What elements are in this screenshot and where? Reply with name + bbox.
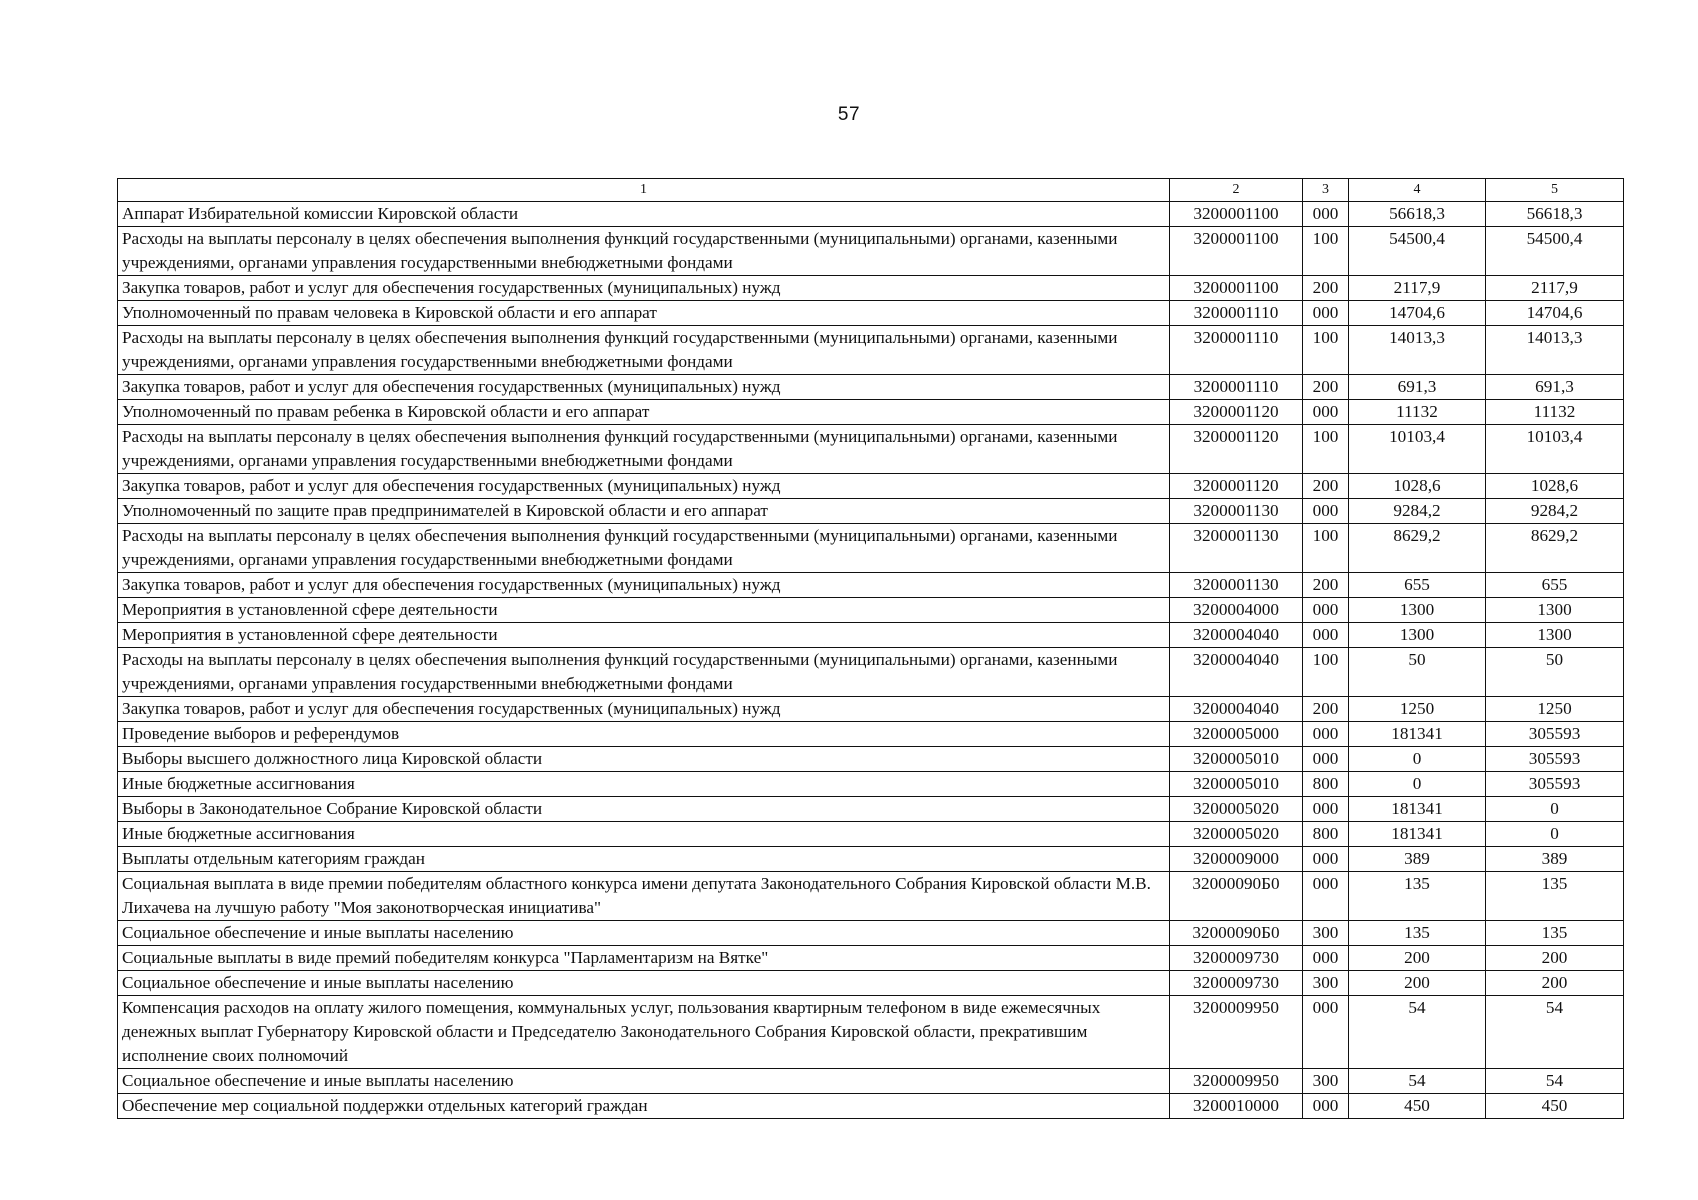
row-value-col4: 1028,6	[1349, 474, 1486, 499]
row-value-col4: 11132	[1349, 400, 1486, 425]
row-type-cell: 000	[1303, 722, 1349, 747]
row-type-cell: 300	[1303, 971, 1349, 996]
row-value-col4: 450	[1349, 1094, 1486, 1119]
row-value-col4: 14704,6	[1349, 301, 1486, 326]
row-name-cell: Мероприятия в установленной сфере деятельности	[118, 598, 1170, 623]
row-value-col4: 181341	[1349, 797, 1486, 822]
header-col-3: 3	[1303, 179, 1349, 202]
table-row	[118, 797, 1624, 822]
row-code-cell: 3200005010	[1170, 772, 1303, 797]
row-value-col4: 54	[1349, 996, 1486, 1069]
row-code-cell: 3200001100	[1170, 227, 1303, 276]
row-value-col5: 14704,6	[1486, 301, 1624, 326]
row-code-cell: 3200004040	[1170, 697, 1303, 722]
table-row	[118, 872, 1624, 921]
table-row	[118, 301, 1624, 326]
row-type-cell: 200	[1303, 474, 1349, 499]
table-row	[118, 847, 1624, 872]
table-row	[118, 1094, 1624, 1119]
row-code-cell: 32000090Б0	[1170, 872, 1303, 921]
row-code-cell: 3200010000	[1170, 1094, 1303, 1119]
row-type-cell: 000	[1303, 623, 1349, 648]
header-col-4: 4	[1349, 179, 1486, 202]
row-type-cell: 100	[1303, 524, 1349, 573]
row-code-cell: 3200009000	[1170, 847, 1303, 872]
table-row	[118, 425, 1624, 474]
row-type-cell: 000	[1303, 1094, 1349, 1119]
row-value-col5: 655	[1486, 573, 1624, 598]
row-type-cell: 200	[1303, 276, 1349, 301]
row-type-cell: 200	[1303, 697, 1349, 722]
row-code-cell: 3200001120	[1170, 474, 1303, 499]
row-type-cell: 000	[1303, 996, 1349, 1069]
table-row	[118, 400, 1624, 425]
row-value-col5: 54	[1486, 996, 1624, 1069]
header-col-1: 1	[118, 179, 1170, 202]
row-name-cell: Мероприятия в установленной сфере деятельности	[118, 623, 1170, 648]
table-row	[118, 747, 1624, 772]
row-code-cell: 3200005010	[1170, 747, 1303, 772]
row-code-cell: 3200001110	[1170, 301, 1303, 326]
row-name-cell: Аппарат Избирательной комиссии Кировской области	[118, 202, 1170, 227]
row-name-cell: Расходы на выплаты персоналу в целях обеспечения выполнения функций государственными (муниципальными) органами, казенными учреждениями, органами управления государственными внебюджетными фондами	[118, 227, 1170, 276]
table-row	[118, 499, 1624, 524]
row-type-cell: 000	[1303, 301, 1349, 326]
table-row	[118, 822, 1624, 847]
row-type-cell: 000	[1303, 847, 1349, 872]
table-row	[118, 971, 1624, 996]
row-name-cell: Уполномоченный по правам человека в Кировской области и его аппарат	[118, 301, 1170, 326]
row-value-col4: 1300	[1349, 623, 1486, 648]
table-row	[118, 326, 1624, 375]
row-code-cell: 3200001120	[1170, 400, 1303, 425]
row-value-col5: 305593	[1486, 772, 1624, 797]
row-value-col5: 54500,4	[1486, 227, 1624, 276]
row-type-cell: 000	[1303, 400, 1349, 425]
row-code-cell: 3200001130	[1170, 499, 1303, 524]
row-code-cell: 32000090Б0	[1170, 921, 1303, 946]
row-value-col5: 305593	[1486, 747, 1624, 772]
row-value-col4: 200	[1349, 971, 1486, 996]
row-value-col4: 56618,3	[1349, 202, 1486, 227]
row-value-col4: 1300	[1349, 598, 1486, 623]
row-type-cell: 000	[1303, 946, 1349, 971]
row-value-col4: 2117,9	[1349, 276, 1486, 301]
row-name-cell: Расходы на выплаты персоналу в целях обеспечения выполнения функций государственными (муниципальными) органами, казенными учреждениями, органами управления государственными внебюджетными фондами	[118, 425, 1170, 474]
row-value-col4: 389	[1349, 847, 1486, 872]
row-code-cell: 3200004000	[1170, 598, 1303, 623]
row-type-cell: 100	[1303, 425, 1349, 474]
row-value-col4: 135	[1349, 921, 1486, 946]
row-value-col5: 10103,4	[1486, 425, 1624, 474]
row-type-cell: 200	[1303, 375, 1349, 400]
table-row	[118, 697, 1624, 722]
row-name-cell: Выплаты отдельным категориям граждан	[118, 847, 1170, 872]
row-value-col5: 11132	[1486, 400, 1624, 425]
row-code-cell: 3200004040	[1170, 648, 1303, 697]
row-value-col5: 200	[1486, 971, 1624, 996]
row-value-col4: 135	[1349, 872, 1486, 921]
row-name-cell: Закупка товаров, работ и услуг для обеспечения государственных (муниципальных) нужд	[118, 573, 1170, 598]
row-code-cell: 3200004040	[1170, 623, 1303, 648]
table-row	[118, 772, 1624, 797]
row-name-cell: Обеспечение мер социальной поддержки отдельных категорий граждан	[118, 1094, 1170, 1119]
row-type-cell: 100	[1303, 227, 1349, 276]
row-value-col4: 200	[1349, 946, 1486, 971]
row-value-col5: 1250	[1486, 697, 1624, 722]
row-value-col5: 1300	[1486, 598, 1624, 623]
row-value-col5: 54	[1486, 1069, 1624, 1094]
row-value-col5: 691,3	[1486, 375, 1624, 400]
table-header-row	[118, 179, 1624, 202]
table-row	[118, 524, 1624, 573]
row-value-col5: 135	[1486, 872, 1624, 921]
row-name-cell: Социальная выплата в виде премии победителям областного конкурса имени депутата Законодательного Собрания Кировской области М.В. Лихачева на лучшую работу "Моя законотворческая инициатива"	[118, 872, 1170, 921]
table-row	[118, 996, 1624, 1069]
row-type-cell: 000	[1303, 598, 1349, 623]
row-code-cell: 3200001130	[1170, 524, 1303, 573]
row-value-col4: 655	[1349, 573, 1486, 598]
table-body	[118, 202, 1624, 1119]
table-row	[118, 375, 1624, 400]
row-value-col5: 8629,2	[1486, 524, 1624, 573]
row-name-cell: Закупка товаров, работ и услуг для обеспечения государственных (муниципальных) нужд	[118, 375, 1170, 400]
table-row	[118, 276, 1624, 301]
row-code-cell: 3200009950	[1170, 996, 1303, 1069]
table-row	[118, 573, 1624, 598]
table-row	[118, 946, 1624, 971]
table-row	[118, 921, 1624, 946]
row-value-col4: 9284,2	[1349, 499, 1486, 524]
row-value-col5: 0	[1486, 822, 1624, 847]
row-name-cell: Выборы высшего должностного лица Кировской области	[118, 747, 1170, 772]
row-value-col5: 0	[1486, 797, 1624, 822]
table-row	[118, 722, 1624, 747]
row-value-col5: 1028,6	[1486, 474, 1624, 499]
table-row	[118, 623, 1624, 648]
row-value-col4: 181341	[1349, 722, 1486, 747]
row-code-cell: 3200001110	[1170, 326, 1303, 375]
row-value-col5: 450	[1486, 1094, 1624, 1119]
row-value-col5: 305593	[1486, 722, 1624, 747]
budget-table	[117, 178, 1624, 1119]
table-row	[118, 1069, 1624, 1094]
row-code-cell: 3200001110	[1170, 375, 1303, 400]
row-code-cell: 3200009730	[1170, 971, 1303, 996]
row-value-col5: 389	[1486, 847, 1624, 872]
row-name-cell: Социальное обеспечение и иные выплаты населению	[118, 921, 1170, 946]
row-value-col5: 1300	[1486, 623, 1624, 648]
row-value-col4: 50	[1349, 648, 1486, 697]
row-name-cell: Закупка товаров, работ и услуг для обеспечения государственных (муниципальных) нужд	[118, 697, 1170, 722]
row-value-col5: 135	[1486, 921, 1624, 946]
row-type-cell: 200	[1303, 573, 1349, 598]
row-value-col4: 1250	[1349, 697, 1486, 722]
row-code-cell: 3200009950	[1170, 1069, 1303, 1094]
table-row	[118, 202, 1624, 227]
row-value-col4: 181341	[1349, 822, 1486, 847]
row-name-cell: Социальное обеспечение и иные выплаты населению	[118, 1069, 1170, 1094]
row-name-cell: Расходы на выплаты персоналу в целях обеспечения выполнения функций государственными (муниципальными) органами, казенными учреждениями, органами управления государственными внебюджетными фондами	[118, 524, 1170, 573]
row-type-cell: 800	[1303, 822, 1349, 847]
table-row	[118, 598, 1624, 623]
row-type-cell: 300	[1303, 1069, 1349, 1094]
row-value-col5: 200	[1486, 946, 1624, 971]
row-value-col4: 8629,2	[1349, 524, 1486, 573]
row-value-col4: 54	[1349, 1069, 1486, 1094]
row-value-col4: 0	[1349, 772, 1486, 797]
row-code-cell: 3200009730	[1170, 946, 1303, 971]
row-value-col5: 50	[1486, 648, 1624, 697]
row-name-cell: Проведение выборов и референдумов	[118, 722, 1170, 747]
table-row	[118, 648, 1624, 697]
row-name-cell: Компенсация расходов на оплату жилого помещения, коммунальных услуг, пользования квартирным телефоном в виде ежемесячных денежных выплат Губернатору Кировской области и Председателю Законодательного Собрания Кировской области, прекратившим исполнение своих полномочий	[118, 996, 1170, 1069]
row-value-col5: 2117,9	[1486, 276, 1624, 301]
row-value-col4: 691,3	[1349, 375, 1486, 400]
row-code-cell: 3200005000	[1170, 722, 1303, 747]
row-type-cell: 000	[1303, 797, 1349, 822]
row-value-col4: 0	[1349, 747, 1486, 772]
row-name-cell: Иные бюджетные ассигнования	[118, 822, 1170, 847]
table-row	[118, 227, 1624, 276]
row-value-col5: 9284,2	[1486, 499, 1624, 524]
row-name-cell: Социальное обеспечение и иные выплаты населению	[118, 971, 1170, 996]
row-type-cell: 000	[1303, 202, 1349, 227]
row-code-cell: 3200001100	[1170, 276, 1303, 301]
row-type-cell: 100	[1303, 326, 1349, 375]
row-type-cell: 100	[1303, 648, 1349, 697]
row-name-cell: Расходы на выплаты персоналу в целях обеспечения выполнения функций государственными (муниципальными) органами, казенными учреждениями, органами управления государственными внебюджетными фондами	[118, 326, 1170, 375]
row-code-cell: 3200001100	[1170, 202, 1303, 227]
row-name-cell: Выборы в Законодательное Собрание Кировской области	[118, 797, 1170, 822]
row-value-col4: 14013,3	[1349, 326, 1486, 375]
row-value-col5: 56618,3	[1486, 202, 1624, 227]
row-type-cell: 000	[1303, 872, 1349, 921]
row-type-cell: 000	[1303, 499, 1349, 524]
row-value-col4: 10103,4	[1349, 425, 1486, 474]
row-name-cell: Закупка товаров, работ и услуг для обеспечения государственных (муниципальных) нужд	[118, 474, 1170, 499]
row-name-cell: Уполномоченный по защите прав предпринимателей в Кировской области и его аппарат	[118, 499, 1170, 524]
header-col-2: 2	[1170, 179, 1303, 202]
row-value-col5: 14013,3	[1486, 326, 1624, 375]
header-col-5: 5	[1486, 179, 1624, 202]
row-name-cell: Закупка товаров, работ и услуг для обеспечения государственных (муниципальных) нужд	[118, 276, 1170, 301]
row-type-cell: 300	[1303, 921, 1349, 946]
row-value-col4: 54500,4	[1349, 227, 1486, 276]
row-name-cell: Уполномоченный по правам ребенка в Кировской области и его аппарат	[118, 400, 1170, 425]
row-type-cell: 000	[1303, 747, 1349, 772]
row-code-cell: 3200001120	[1170, 425, 1303, 474]
row-code-cell: 3200005020	[1170, 822, 1303, 847]
row-code-cell: 3200005020	[1170, 797, 1303, 822]
row-code-cell: 3200001130	[1170, 573, 1303, 598]
row-name-cell: Социальные выплаты в виде премий победителям конкурса "Парламентаризм на Вятке"	[118, 946, 1170, 971]
row-type-cell: 800	[1303, 772, 1349, 797]
row-name-cell: Расходы на выплаты персоналу в целях обеспечения выполнения функций государственными (муниципальными) органами, казенными учреждениями, органами управления государственными внебюджетными фондами	[118, 648, 1170, 697]
table-row	[118, 474, 1624, 499]
page-number: 57	[837, 104, 861, 125]
row-name-cell: Иные бюджетные ассигнования	[118, 772, 1170, 797]
